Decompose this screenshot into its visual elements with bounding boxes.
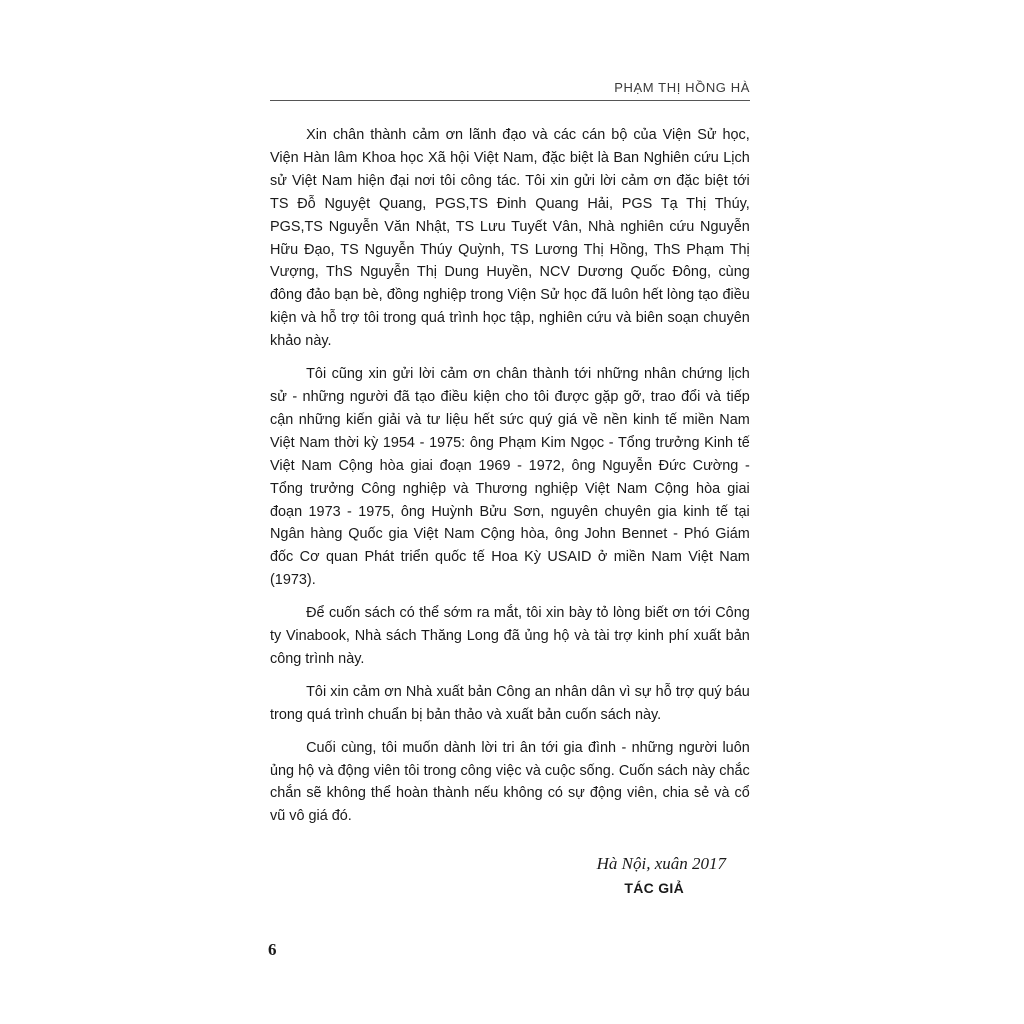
page-number: 6 bbox=[268, 940, 277, 959]
paragraph: Xin chân thành cảm ơn lãnh đạo và các cán bộ của Viện Sử học, Viện Hàn lâm Khoa học Xã hội Việt Nam, đặc biệt là Ban Nghiên cứu Lịch sử Việt Nam hiện đại nơi tôi công tác. Tôi xin gửi lời cảm ơn đặc biệt tới TS Đỗ Nguyệt Quang, PGS,TS Đinh Quang Hải, PGS Tạ Thị Thúy, PGS,TS Nguyễn Văn Nhật, TS Lưu Tuyết Vân, Nhà nghiên cứu Nguyễn Hữu Đạo, TS Nguyễn Thúy Quỳnh, TS Lương Thị Hồng, ThS Phạm Thị Vượng, ThS Nguyễn Thị Dung Huyền, NCV Dương Quốc Đông, cùng đông đảo bạn bè, đồng nghiệp trong Viện Sử học đã luôn hết lòng tạo điều kiện và hỗ trợ tôi trong quá trình học tập, nghiên cứu và biên soạn chuyên khảo này. bbox=[270, 126, 750, 350]
signature-place-date: Hà Nội, xuân 2017 bbox=[596, 854, 726, 873]
paragraph: Cuối cùng, tôi muốn dành lời tri ân tới gia đình - những người luôn ủng hộ và động viên tôi trong công việc và cuộc sống. Cuốn sách này chắc chắn sẽ không thể hoàn thành nếu không có sự động viên, chia sẻ và cổ vũ vô giá đó. bbox=[270, 738, 750, 825]
acknowledgements-body bbox=[270, 124, 750, 838]
paragraph: Để cuốn sách có thể sớm ra mắt, tôi xin bày tỏ lòng biết ơn tới Công ty Vinabook, Nhà sách Thăng Long đã ủng hộ và tài trợ kinh phí xuất bản công trình này. bbox=[270, 604, 750, 667]
paragraph: Tôi cũng xin gửi lời cảm ơn chân thành tới những nhân chứng lịch sử - những người đã tạo điều kiện cho tôi được gặp gỡ, trao đổi và tiếp cận những kiến giải và tư liệu hết sức quý giá về nền kinh tế miền Nam Việt Nam thời kỳ 1954 - 1975: ông Phạm Kim Ngọc - Tổng trưởng Kinh tế Việt Nam Cộng hòa giai đoạn 1969 - 1972, ông Nguyễn Đức Cường - Tổng trưởng Công nghiệp và Thương nghiệp Việt Nam Cộng hòa giai đoạn 1973 - 1975, ông Huỳnh Bửu Sơn, nguyên chuyên gia kinh tế tại Ngân hàng Quốc gia Việt Nam Cộng hòa, ông John Bennet - Phó Giám đốc Cơ quan Phát triển quốc tế Hoa Kỳ USAID ở miền Nam Việt Nam (1973). bbox=[270, 365, 750, 589]
signature-author: TÁC GIẢ bbox=[624, 880, 684, 896]
header-divider bbox=[270, 100, 750, 101]
running-header: PHẠM THỊ HỒNG HÀ bbox=[614, 80, 750, 95]
paragraph: Tôi xin cảm ơn Nhà xuất bản Công an nhân dân vì sự hỗ trợ quý báu trong quá trình chuẩn bị bản thảo và xuất bản cuốn sách này. bbox=[270, 682, 750, 723]
